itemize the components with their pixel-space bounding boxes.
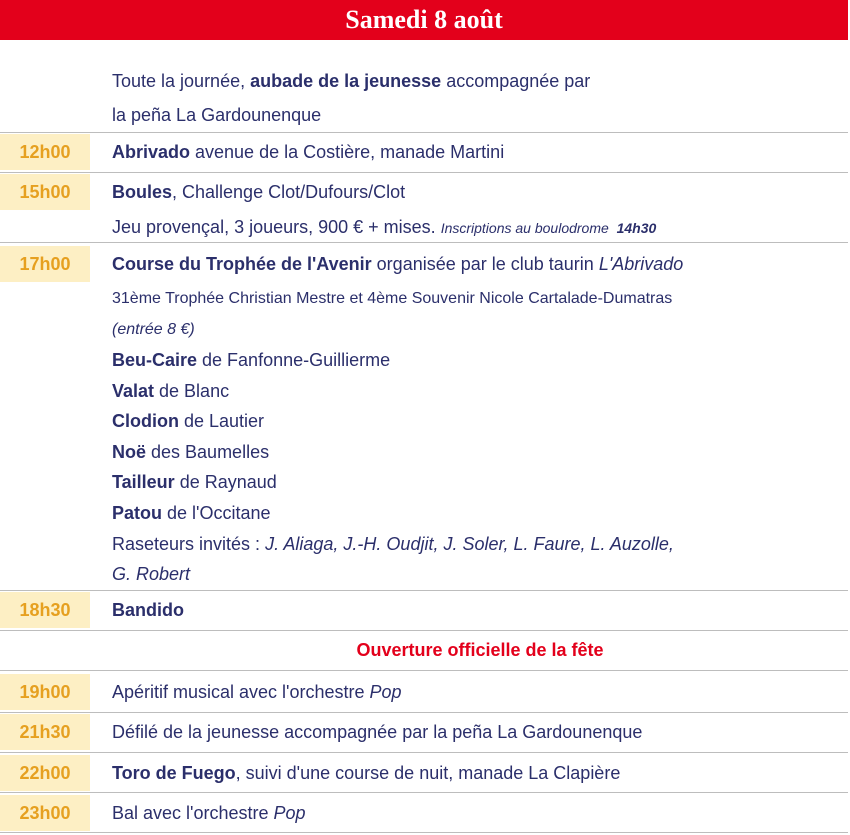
time-badge: 12h00 [0, 134, 90, 170]
aubade-line-2: la peña La Gardounenque [112, 105, 322, 125]
divider [0, 792, 848, 793]
event-boules: Boules, Challenge Clot/Dufours/Clot [112, 182, 406, 202]
opening-announcement: Ouverture officielle de la fête [356, 640, 604, 660]
divider [0, 832, 848, 833]
divider [0, 670, 848, 671]
time-badge: 23h00 [0, 795, 90, 831]
divider [0, 172, 848, 173]
divider [0, 590, 848, 591]
event-toro-de-fuego: Toro de Fuego, suivi d'une course de nuit, manade La Clapière [112, 763, 621, 783]
divider [0, 630, 848, 631]
time-badge: 22h00 [0, 755, 90, 791]
time-badge: 15h00 [0, 174, 90, 210]
time-badge: 17h00 [0, 246, 90, 282]
event-course-trophy: 31ème Trophée Christian Mestre et 4ème Souvenir Nicole Cartalade-Dumatras [112, 290, 673, 307]
divider [0, 242, 848, 243]
page-title: Samedi 8 août [0, 0, 848, 40]
raseteurs-line-2: G. Robert [112, 564, 191, 584]
time-badge: 21h30 [0, 714, 90, 750]
event-bandido: Bandido [112, 600, 184, 620]
event-aperitif: Apéritif musical avec l'orchestre Pop [112, 682, 402, 702]
event-course: Course du Trophée de l'Avenir organisée par le club taurin L'Abrivado [112, 254, 684, 274]
event-boules-details: Jeu provençal, 3 joueurs, 900 € + mises. Inscriptions au boulodrome 14h30 [112, 217, 657, 237]
event-course-price: (entrée 8 €) [112, 321, 195, 338]
time-badge: 18h30 [0, 592, 90, 628]
divider [0, 132, 848, 133]
time-badge: 19h00 [0, 674, 90, 710]
bull-item: Beu-Caire de Fanfonne-Guillierme [112, 350, 391, 370]
event-bal: Bal avec l'orchestre Pop [112, 803, 306, 823]
bull-item: Noë des Baumelles [112, 442, 270, 462]
bull-item: Clodion de Lautier [112, 411, 265, 431]
bull-item: Tailleur de Raynaud [112, 472, 277, 492]
bull-item: Patou de l'Occitane [112, 503, 271, 523]
event-defile: Défilé de la jeunesse accompagnée par la peña La Gardounenque [112, 722, 643, 742]
divider [0, 712, 848, 713]
raseteurs-line: Raseteurs invités : J. Aliaga, J.-H. Oudjit, J. Soler, L. Faure, L. Auzolle, [112, 534, 674, 554]
divider [0, 752, 848, 753]
bull-item: Valat de Blanc [112, 381, 230, 401]
event-abrivado: Abrivado avenue de la Costière, manade Martini [112, 142, 505, 162]
aubade-line-1: Toute la journée, aubade de la jeunesse accompagnée par [112, 71, 591, 91]
